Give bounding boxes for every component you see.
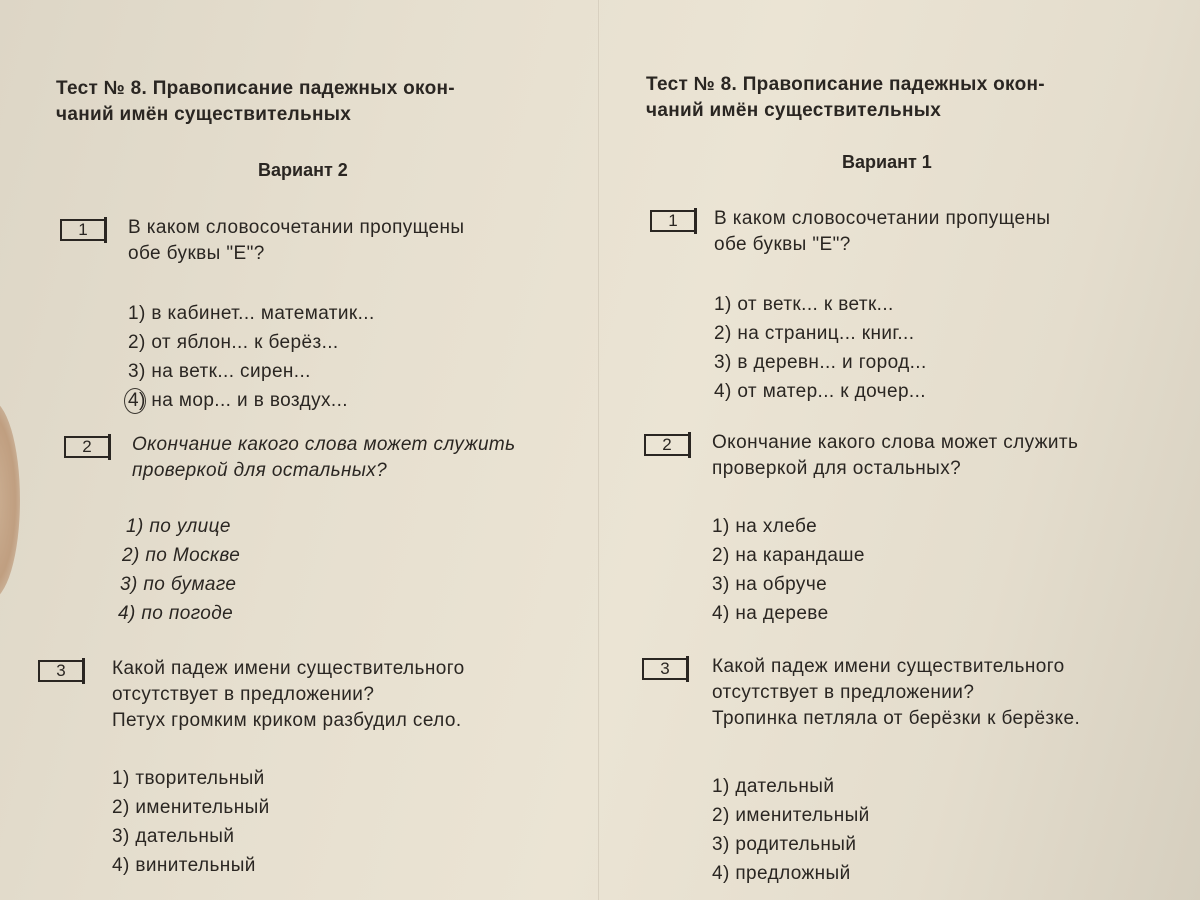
task-number-box: 1 <box>650 210 696 232</box>
question-line: обе буквы "Е"? <box>714 234 851 255</box>
option: 3) родительный <box>712 834 857 855</box>
task-options <box>112 764 270 880</box>
option: 4) по погоде <box>118 603 234 624</box>
right-page <box>642 0 1200 900</box>
option: 4) винительный <box>112 855 256 876</box>
task-number-box: 3 <box>38 660 84 682</box>
task-options <box>128 299 375 415</box>
left-page <box>52 0 612 900</box>
task-question <box>128 215 598 267</box>
title-line-2: чаний имён существительных <box>56 104 352 125</box>
title-line-2: чаний имён существительных <box>646 100 942 121</box>
option: 4) на дереве <box>712 603 829 624</box>
variant-heading: Вариант 2 <box>258 160 348 180</box>
option: 1) дательный <box>712 776 835 797</box>
option: 1) от ветк... к ветк... <box>714 294 894 315</box>
page-title <box>56 76 596 128</box>
task-question <box>712 654 1200 732</box>
question-line: В каком словосочетании пропущены <box>714 208 1051 229</box>
option: 3) на обруче <box>712 574 828 595</box>
option: 3) на ветк... сирен... <box>128 361 311 382</box>
task-number-box: 2 <box>64 436 110 458</box>
option-text: 4) на мор... и в воздух... <box>128 390 348 411</box>
title-line-1: Тест № 8. Правописание падежных окон- <box>646 74 1045 95</box>
question-line: обе буквы "Е"? <box>128 243 265 264</box>
task-options <box>118 512 240 628</box>
task-options <box>712 772 870 888</box>
option: 2) на карандаше <box>712 545 865 566</box>
title-line-1: Тест № 8. Правописание падежных окон- <box>56 78 455 99</box>
option: 2) от яблон... к берёз... <box>128 332 339 353</box>
option: 2) именительный <box>712 805 870 826</box>
task-number-box: 2 <box>644 434 690 456</box>
task-options <box>714 290 927 406</box>
question-line: Какой падеж имени существительного <box>712 656 1065 677</box>
task-number-box: 1 <box>60 219 106 241</box>
question-line: Тропинка петляла от берёзки к берёзке. <box>712 708 1081 729</box>
question-line: проверкой для остальных? <box>712 458 962 479</box>
option: 3) в деревн... и город... <box>714 352 927 373</box>
option: 1) в кабинет... математик... <box>128 303 375 324</box>
question-line: Окончание какого слова может служить <box>712 432 1079 453</box>
option: 2) именительный <box>112 797 270 818</box>
option-circled <box>128 386 375 415</box>
question-line: В каком словосочетании пропущены <box>128 217 465 238</box>
task-question <box>112 656 582 734</box>
question-line: Петух громким криком разбудил село. <box>112 710 462 731</box>
page-title <box>646 72 1186 124</box>
task-question <box>714 206 1184 258</box>
option: 3) дательный <box>112 826 235 847</box>
pen-circle-mark <box>124 388 146 414</box>
option: 2) на страниц... книг... <box>714 323 915 344</box>
question-line: отсутствует в предложении? <box>112 684 375 705</box>
task-options <box>712 512 865 628</box>
option: 3) по бумаге <box>120 574 237 595</box>
option: 4) предложный <box>712 863 851 884</box>
task-question <box>132 432 602 484</box>
question-line: проверкой для остальных? <box>132 460 388 481</box>
question-line: Окончание какого слова может служить <box>132 434 516 455</box>
variant-heading: Вариант 1 <box>842 152 932 172</box>
option: 1) творительный <box>112 768 265 789</box>
task-question <box>712 430 1182 482</box>
option: 4) от матер... к дочер... <box>714 381 926 402</box>
option: 2) по Москве <box>122 545 241 566</box>
question-line: Какой падеж имени существительного <box>112 658 465 679</box>
question-line: отсутствует в предложении? <box>712 682 975 703</box>
option: 1) на хлебе <box>712 516 818 537</box>
task-number-box: 3 <box>642 658 688 680</box>
option: 1) по улице <box>126 516 231 537</box>
